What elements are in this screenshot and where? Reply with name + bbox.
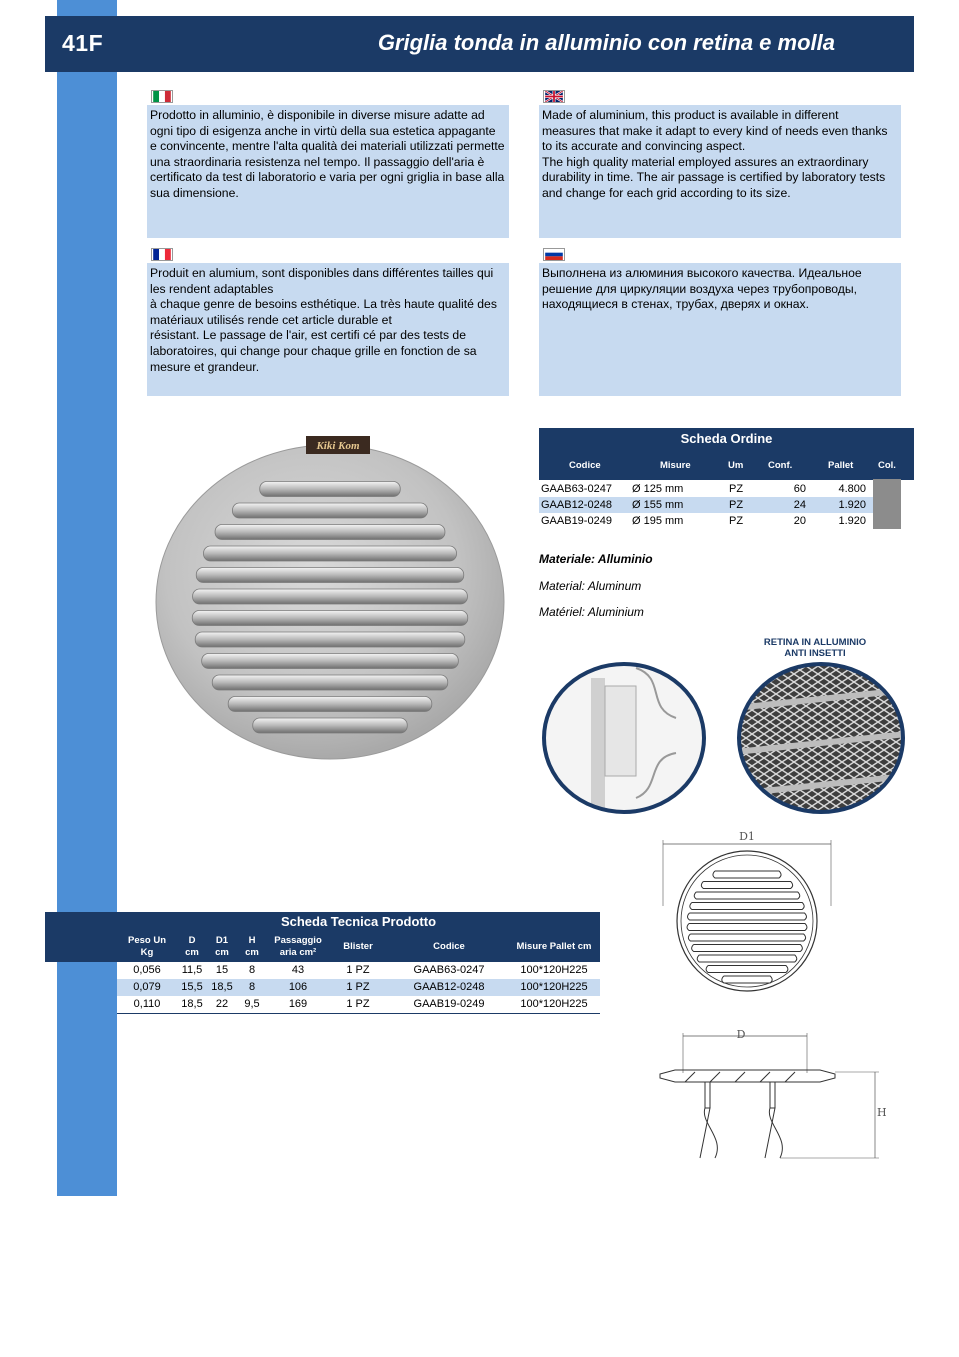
tech-d: 11,5 — [181, 964, 203, 976]
order-table — [539, 428, 914, 529]
louvre-slat — [232, 503, 427, 518]
product-photo — [150, 432, 512, 762]
order-pallet: 1.920 — [838, 515, 866, 527]
drawing-slat — [713, 871, 781, 878]
drawing-slat — [694, 892, 800, 899]
order-misure: Ø 125 mm — [632, 483, 684, 495]
tech-passaggio: 43 — [291, 964, 305, 976]
russia-flag-icon — [543, 248, 565, 261]
order-um: PZ — [729, 483, 744, 495]
header-misure: Misure — [660, 460, 691, 471]
order-codice: GAAB63-0247 — [541, 483, 612, 495]
louvre-slat — [202, 654, 459, 669]
mesh-label-line1: RETINA IN ALLUMINIO — [763, 637, 867, 648]
louvre-slat — [193, 589, 468, 604]
louvre-slat — [204, 546, 457, 561]
louvre-slat — [228, 697, 432, 712]
header-passaggio: Passaggio aria cm² — [274, 935, 322, 958]
header-codice: Codice — [569, 460, 601, 471]
order-table-title: Scheda Ordine — [539, 428, 914, 450]
tech-table-title: Scheda Tecnica Prodotto — [117, 912, 600, 932]
front-view-drawing — [655, 826, 845, 996]
tech-blister: 1 PZ — [346, 964, 370, 976]
description-french: Produit en alumium, sont disponibles dans différentes tailles qui les rendent adaptables à chaque genre de besoins esthétique. La très haute qualité des matériaux utilisés rende cet article durable et résistant. Le passage de l'air, est certifi cé par des tests de laboratoires, qui change pour chaque grille en fonction de sa mesure et grandeur. — [147, 263, 509, 396]
tech-passaggio: 169 — [288, 998, 308, 1010]
tech-d1: 15 — [215, 964, 229, 976]
header-col: Col. — [878, 460, 896, 471]
tech-h: 9,5 — [244, 998, 260, 1010]
header-peso: Peso Un Kg — [127, 935, 166, 958]
side-view-drawing — [655, 1028, 895, 1168]
header-d1: D1 cm — [215, 935, 229, 958]
order-codice: GAAB19-0249 — [541, 515, 612, 527]
tech-codice: GAAB19-0249 — [413, 998, 485, 1010]
tech-row — [117, 996, 600, 1013]
tech-misure-pallet: 100*120H225 — [520, 981, 588, 993]
page-title: Griglia tonda in alluminio con retina e molla — [377, 30, 835, 55]
uk-flag-icon — [543, 90, 565, 103]
tech-peso: 0,056 — [133, 964, 161, 976]
brand-logo-text: Kiki Kom — [316, 440, 360, 452]
order-misure: Ø 155 mm — [632, 499, 684, 511]
tech-d1: 22 — [215, 998, 229, 1010]
order-pallet: 1.920 — [838, 499, 866, 511]
tech-table-bottom-rule — [117, 1013, 600, 1014]
tech-d1: 18,5 — [211, 981, 233, 993]
drawing-slat — [697, 955, 797, 962]
order-um: PZ — [729, 515, 744, 527]
louvre-slat — [192, 611, 467, 626]
order-row — [539, 513, 914, 529]
description-italian: Prodotto in alluminio, è disponibile in diverse misure adatte ad ogni tipo di esigenza anche in virtù della sua estetica appagante e convincente, mentre l'alta qualità dei materiali utilizzati permette una straordinaria resistenza nel tempo. Il passaggio dell'aria è certificato da test di laboratorio e varia per ogni griglia in base alla sua dimensione. — [147, 105, 509, 238]
spring-detail — [544, 664, 704, 812]
tech-table-header — [117, 932, 600, 962]
dimension-d1: D1 — [739, 830, 755, 843]
order-codice: GAAB12-0248 — [541, 499, 612, 511]
tech-d: 15,5 — [181, 981, 203, 993]
color-swatch — [873, 479, 901, 529]
drawing-slat — [690, 903, 804, 910]
dimension-h: H — [877, 1106, 887, 1119]
header-blister: Blister — [343, 941, 373, 952]
tech-codice: GAAB12-0248 — [413, 981, 485, 993]
order-row — [539, 481, 914, 497]
tech-table — [117, 912, 600, 1014]
order-um: PZ — [729, 499, 744, 511]
louvre-slat — [212, 675, 448, 690]
tech-blister: 1 PZ — [346, 981, 370, 993]
tech-misure-pallet: 100*120H225 — [520, 964, 588, 976]
mesh-detail — [736, 664, 906, 812]
description-russian: Выполнена из алюминия высокого качества. Идеальное решение для циркуляции воздуха через трубопроводы, находящиеся в стенах, трубах, дверях и окнах. — [539, 263, 901, 396]
tech-misure-pallet: 100*120H225 — [520, 998, 588, 1010]
tech-row — [117, 962, 600, 979]
description-english: Made of aluminium, this product is available in different measures that make it adapt to every kind of needs even thanks to its accurate and convincing aspect. The high quality material employed assures an extraordinary durability in time. The air passage is certified by laboratory tests and change for each grid according to its size. — [539, 105, 901, 238]
drawing-slat — [688, 934, 805, 941]
order-conf: 24 — [793, 499, 806, 511]
detail-images — [536, 658, 908, 818]
italy-flag-icon — [151, 90, 173, 103]
tech-blister: 1 PZ — [346, 998, 370, 1010]
header-um: Um — [728, 460, 744, 471]
order-conf: 60 — [793, 483, 806, 495]
drawing-slat — [701, 882, 792, 889]
page-code: 41F — [62, 30, 104, 56]
order-table-header — [539, 450, 914, 480]
tech-peso: 0,079 — [133, 981, 161, 993]
header-conf: Conf. — [768, 460, 793, 471]
tech-d: 18,5 — [181, 998, 203, 1010]
tech-h: 8 — [248, 964, 256, 976]
tech-passaggio: 106 — [288, 981, 308, 993]
sidebar-band — [57, 0, 117, 1196]
header-d: D cm — [185, 935, 199, 958]
header-h: H cm — [245, 935, 259, 958]
france-flag-icon — [151, 248, 173, 261]
dimension-d: D — [736, 1028, 746, 1041]
drawing-slat — [722, 976, 772, 983]
tech-peso: 0,110 — [133, 998, 161, 1010]
drawing-slat — [692, 945, 803, 952]
louvre-slat — [196, 568, 463, 583]
header-pallet: Pallet — [828, 460, 854, 471]
drawing-slat — [706, 966, 788, 973]
order-pallet: 4.800 — [838, 483, 866, 495]
tech-codice: GAAB63-0247 — [413, 964, 485, 976]
header-codice: Codice — [433, 941, 465, 952]
tech-table-tab — [45, 912, 117, 962]
header-misure-pallet: Misure Pallet cm — [516, 941, 592, 952]
louvre-slat — [215, 525, 445, 540]
louvre-slat — [260, 482, 401, 497]
drawing-slat — [687, 924, 807, 931]
material-english: Material: Aluminum — [539, 579, 642, 593]
material-italian: Materiale: Alluminio — [539, 552, 653, 566]
louvre-slat — [253, 718, 408, 733]
louvre-slat — [195, 632, 465, 647]
mesh-label-line2: ANTI INSETTI — [784, 648, 846, 659]
material-french: Matériel: Aluminium — [539, 605, 644, 619]
drawing-slat — [688, 913, 807, 920]
tech-h: 8 — [248, 981, 256, 993]
order-conf: 20 — [793, 515, 806, 527]
tech-row — [117, 979, 600, 996]
mesh-label — [752, 637, 878, 659]
order-row — [539, 497, 873, 513]
order-misure: Ø 195 mm — [632, 515, 684, 527]
